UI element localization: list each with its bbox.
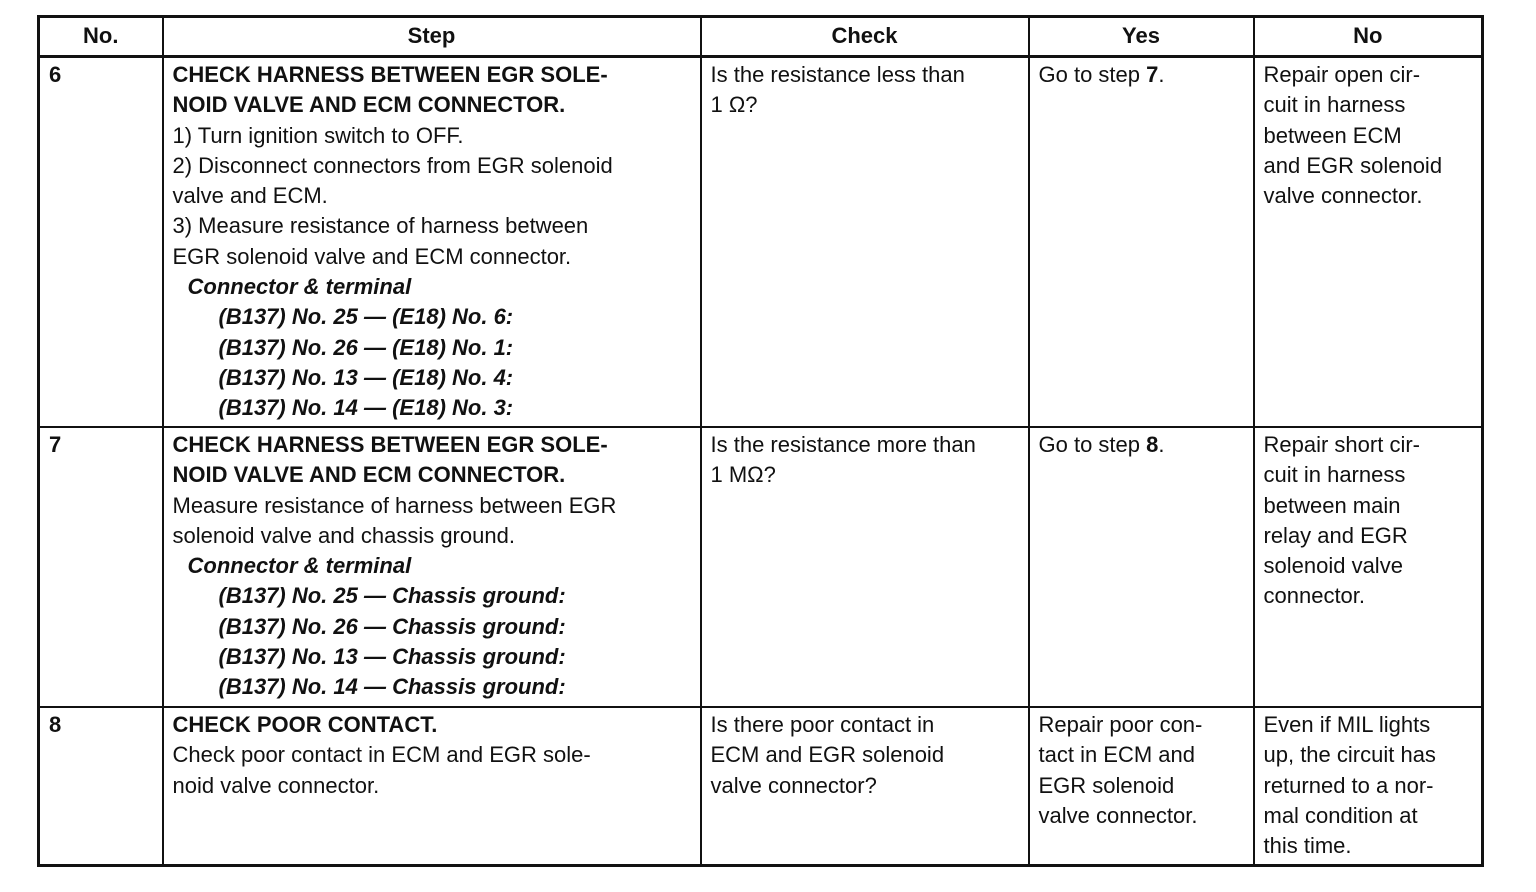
no-result-line: returned to a nor-	[1263, 772, 1434, 798]
yes-result-line: Repair poor con-	[1038, 712, 1203, 737]
connector-heading: Connector & terminal	[187, 274, 412, 300]
connector-terminal-item: (B137) No. 13 — Chassis ground:	[218, 644, 566, 670]
yes-cell	[1029, 427, 1254, 707]
check-line: ECM and EGR solenoid	[710, 742, 945, 768]
yes-result-line: EGR solenoid	[1038, 772, 1175, 798]
connector-terminal-item: (B137) No. 26 — Chassis ground:	[218, 613, 566, 639]
check-cell	[701, 427, 1029, 707]
yes-suffix: .	[1158, 432, 1165, 457]
step-instruction: Check poor contact in ECM and EGR sole-	[172, 742, 591, 768]
header-no-result: No	[1254, 17, 1483, 57]
header-check: Check	[701, 17, 1029, 57]
table-row	[39, 707, 1483, 866]
connector-terminal-item: (B137) No. 13 — (E18) No. 4:	[218, 364, 514, 390]
step-number: 6	[39, 57, 163, 428]
no-result-line: this time.	[1263, 833, 1352, 859]
connector-terminal-item: (B137) No. 14 — (E18) No. 3:	[218, 395, 514, 421]
check-cell	[701, 57, 1029, 428]
step-cell	[163, 427, 701, 707]
check-line: 1 Ω?	[710, 92, 758, 118]
no-result-line: mal condition at	[1263, 802, 1418, 828]
step-cell	[163, 707, 701, 866]
no-result-line: up, the circuit has	[1263, 742, 1436, 768]
step-instruction: noid valve connector.	[172, 772, 380, 798]
step-instruction: Measure resistance of harness between EGR	[172, 492, 617, 518]
yes-step-ref: 7	[1146, 62, 1159, 87]
no-result-line: valve connector.	[1263, 183, 1423, 209]
no-result-cell	[1254, 707, 1483, 866]
step-instruction: 3) Measure resistance of harness between	[172, 213, 589, 239]
no-result-line: connector.	[1263, 583, 1366, 609]
yes-result-line: tact in ECM and	[1038, 742, 1196, 768]
step-instruction: EGR solenoid valve and ECM connector.	[172, 243, 572, 269]
yes-cell	[1029, 707, 1254, 866]
connector-terminal-item: (B137) No. 14 — Chassis ground:	[218, 674, 566, 700]
no-result-cell	[1254, 427, 1483, 707]
step-instruction: valve and ECM.	[172, 183, 328, 209]
no-result-line: and EGR solenoid	[1263, 152, 1443, 178]
connector-heading: Connector & terminal	[187, 553, 412, 579]
table-row	[39, 427, 1483, 707]
step-title-line: NOID VALVE AND ECM CONNECTOR.	[172, 92, 566, 118]
yes-step-ref: 8	[1146, 432, 1159, 457]
check-line: Is the resistance more than	[710, 432, 976, 457]
step-title-line: CHECK POOR CONTACT.	[172, 712, 438, 737]
check-line: valve connector?	[710, 772, 877, 798]
step-instruction: solenoid valve and chassis ground.	[172, 522, 515, 548]
no-result-line: cuit in harness	[1263, 92, 1406, 118]
no-result-line: between main	[1263, 492, 1401, 518]
yes-result	[1039, 430, 1245, 460]
no-result-line: relay and EGR	[1263, 522, 1408, 548]
step-instruction: 1) Turn ignition switch to OFF.	[172, 122, 464, 148]
yes-prefix: Go to step	[1038, 432, 1147, 457]
diagnostic-table	[37, 15, 1484, 867]
connector-terminal-item: (B137) No. 26 — (E18) No. 1:	[218, 334, 514, 360]
step-number: 7	[39, 427, 163, 707]
no-result-line: between ECM	[1263, 122, 1402, 148]
header-no: No.	[39, 17, 163, 57]
no-result-line: Repair open cir-	[1263, 62, 1421, 87]
check-line: 1 MΩ?	[710, 462, 776, 488]
connector-terminal-item: (B137) No. 25 — (E18) No. 6:	[218, 304, 514, 330]
connector-terminal-item: (B137) No. 25 — Chassis ground:	[218, 583, 566, 609]
header-step: Step	[163, 17, 701, 57]
step-title-line: NOID VALVE AND ECM CONNECTOR.	[172, 462, 566, 488]
yes-suffix: .	[1158, 62, 1165, 87]
no-result-cell	[1254, 57, 1483, 428]
yes-prefix: Go to step	[1038, 62, 1147, 87]
step-title-line: CHECK HARNESS BETWEEN EGR SOLE-	[172, 62, 608, 87]
no-result-line: Even if MIL lights	[1263, 712, 1431, 737]
yes-result	[1039, 60, 1245, 90]
step-title-line: CHECK HARNESS BETWEEN EGR SOLE-	[172, 432, 608, 457]
table-row	[39, 57, 1483, 428]
header-row	[39, 17, 1483, 57]
check-line: Is there poor contact in	[710, 712, 935, 737]
yes-result-line: valve connector.	[1038, 802, 1198, 828]
yes-cell	[1029, 57, 1254, 428]
check-cell	[701, 707, 1029, 866]
step-instruction: 2) Disconnect connectors from EGR solenoid	[172, 152, 613, 178]
check-line: Is the resistance less than	[710, 62, 965, 87]
no-result-line: solenoid valve	[1263, 553, 1403, 579]
step-number: 8	[39, 707, 163, 866]
table-header	[39, 17, 1483, 57]
step-cell	[163, 57, 701, 428]
no-result-line: cuit in harness	[1263, 462, 1406, 488]
header-yes: Yes	[1029, 17, 1254, 57]
no-result-line: Repair short cir-	[1263, 432, 1420, 457]
